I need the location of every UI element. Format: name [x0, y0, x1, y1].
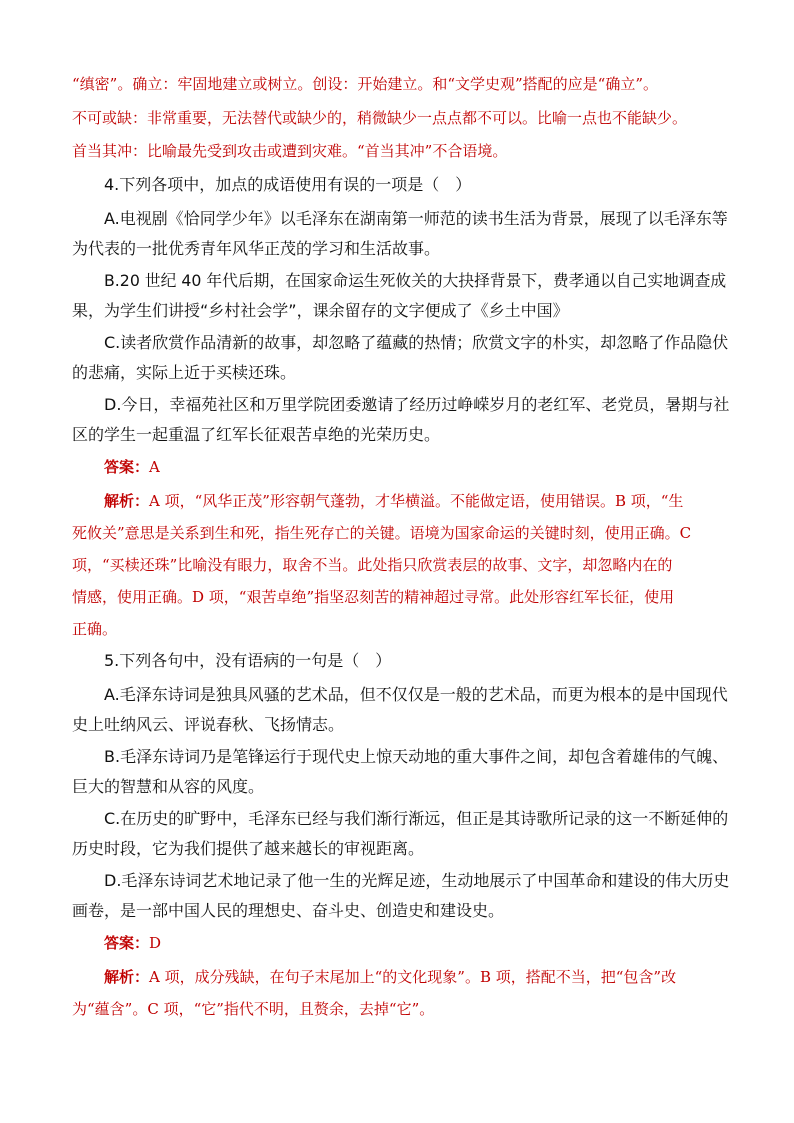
q4-analysis-text-1: A 项，“风华正茂”形容朝气蓬勃，才华横溢。不能做定语，使用错误。B 项，“生	[149, 492, 684, 510]
q5-answer-value: D	[149, 934, 162, 952]
q5-option-b-line-2: 巨大的智慧和从容的风度。	[72, 777, 265, 796]
q5-answer-label: 答案：	[104, 934, 150, 952]
q4-option-c-line-1: C.读者欣赏作品清新的故事，却忽略了蕴藏的热情；欣赏文字的朴实，却忽略了作品隐伏	[104, 333, 729, 352]
q5-option-b-line-1: B.毛泽东诗词乃是笔锋运行于现代史上惊天动地的重大事件之间，却包含着雄伟的气魄、	[104, 747, 729, 766]
prev-analysis-line-1: “缜密”。确立：牢固地建立或树立。创设：开始建立。和“文学史观”搭配的应是“确立”。	[72, 75, 659, 93]
q5-option-d-line-2: 画卷，是一部中国人民的理想史、奋斗史、创造史和建设史。	[72, 901, 505, 920]
q4-option-c-line-2: 的悲痛，实际上近于买椟还珠。	[72, 363, 297, 382]
q5-option-d-line-1: D.毛泽东诗词艺术地记录了他一生的光辉足迹，生动地展示了中国革命和建设的伟大历史	[104, 871, 730, 890]
q4-option-b-line-1: B.20 世纪 40 年代后期，在国家命运生死攸关的大抉择背景下，费孝通以自己实地调查成	[104, 271, 727, 290]
q4-option-d-line-2: 区的学生一起重温了红军长征艰苦卓绝的光荣历史。	[72, 425, 441, 444]
q5-option-c-line-2: 历史时段，它为我们提供了越来越长的审视距离。	[72, 839, 425, 858]
q5-option-a-line-1: A.毛泽东诗词是独具风骚的艺术品，但不仅仅是一般的艺术品，而更为根本的是中国现代	[104, 685, 728, 704]
q5-stem: 5.下列各句中，没有语病的一句是（ ）	[104, 651, 392, 670]
prev-analysis-line-3: 首当其冲：比喻最先受到攻击或遭到灾难。“首当其冲”不合语境。	[72, 142, 508, 160]
q5-analysis-line-1	[104, 966, 676, 987]
q4-option-a-line-1: A.电视剧《恰同学少年》以毛泽东在湖南第一师范的读书生活为背景，展现了以毛泽东等	[104, 209, 728, 228]
q4-analysis-line-2: 死攸关”意思是关系到生和死，指生死存亡的关键。语境为国家命运的关键时刻，使用正确。C	[72, 524, 692, 542]
q5-option-a-line-2: 史上吐纳风云、评说春秋、飞扬情志。	[72, 715, 345, 734]
q4-stem: 4.下列各项中，加点的成语使用有误的一项是（ ）	[104, 175, 472, 194]
q4-answer	[104, 456, 160, 477]
q4-analysis-label: 解析：	[104, 492, 150, 510]
q4-option-d-line-1: D.今日，幸福苑社区和万里学院团委邀请了经历过峥嵘岁月的老红军、老党员，暑期与社	[104, 395, 730, 414]
q5-analysis-label: 解析：	[104, 968, 150, 986]
q4-analysis-line-3: 项，“买椟还珠”比喻没有眼力，取舍不当。此处指只欣赏表层的故事、文字，却忽略内在的	[72, 556, 673, 574]
q5-analysis-line-2: 为“蕴含”。C 项，“它”指代不明，且赘余，去掉“它”。	[72, 1000, 435, 1018]
q5-option-c-line-1: C.在历史的旷野中，毛泽东已经与我们渐行渐远，但正是其诗歌所记录的这一不断延伸的	[104, 809, 729, 828]
q4-option-a-line-2: 为代表的一批优秀青年风华正茂的学习和生活故事。	[72, 239, 441, 258]
q4-analysis-line-4: 情感，使用正确。D 项，“艰苦卓绝”指坚忍刻苦的精神超过寻常。此处形容红军长征，使用	[72, 588, 675, 606]
q4-option-b-line-2: 果，为学生们讲授“乡村社会学”，课余留存的文字便成了《乡土中国》	[72, 301, 569, 320]
q4-answer-label: 答案：	[104, 458, 150, 476]
q4-analysis-line-1	[104, 490, 683, 511]
q4-analysis-line-5: 正确。	[72, 620, 118, 638]
q5-analysis-text-1: A 项，成分残缺，在句子末尾加上“的文化现象”。B 项，搭配不当，把“包含”改	[149, 968, 677, 986]
q5-answer	[104, 932, 161, 953]
q4-answer-value: A	[149, 458, 160, 476]
prev-analysis-line-2: 不可或缺：非常重要，无法替代或缺少的，稍微缺少一点点都不可以。比喻一点也不能缺少。	[72, 109, 688, 127]
